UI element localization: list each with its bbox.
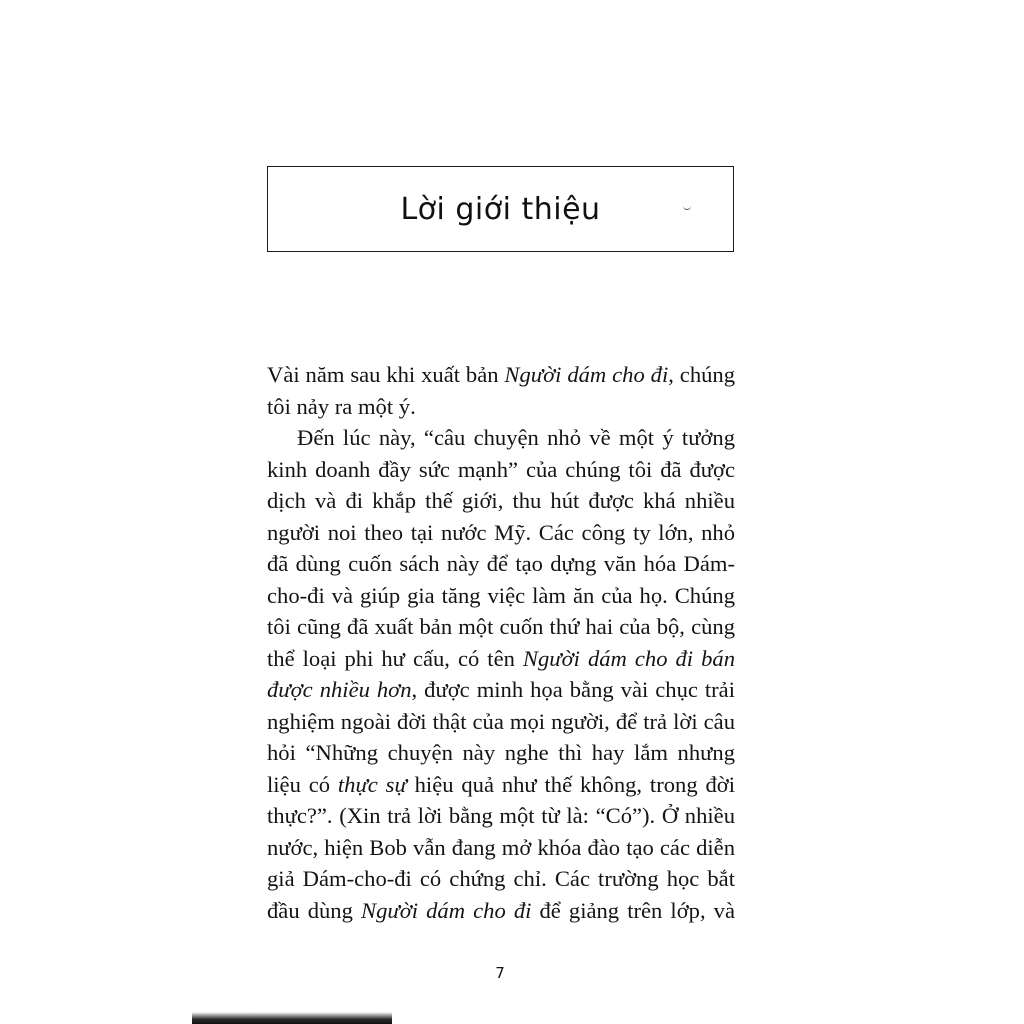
text-line <box>267 674 735 706</box>
page-number: 7 <box>495 964 505 982</box>
text-line: giả Dám-cho-đi có chứng chỉ. Các trường học bắt <box>267 866 735 891</box>
text-span: để giảng trên lớp, và <box>531 897 736 923</box>
text-span: đầu dùng <box>267 897 361 923</box>
text-span: , được minh họa bằng vài chục trải <box>411 677 735 702</box>
text-line: tôi nảy ra một ý. <box>267 393 416 419</box>
text-line: người noi theo tại nước Mỹ. Các công ty lớn, nhỏ <box>267 519 735 545</box>
text-span: hiệu quả như thế không, trong đời <box>406 771 735 797</box>
text-span: , chúng <box>668 362 736 387</box>
text-line: hỏi “Những chuyện này nghe thì hay lắm nhưng <box>267 740 735 765</box>
text-line: cho-đi và giúp gia tăng việc làm ăn của họ. Chúng <box>267 582 735 608</box>
text-line <box>267 643 735 675</box>
book-title-italic: Người dám cho đi <box>361 897 532 923</box>
book-title-italic: được nhiều hơn <box>267 677 412 702</box>
binding-shadow <box>192 1012 392 1024</box>
chapter-title-box <box>267 166 734 252</box>
text-line: nước, hiện Bob vẫn đang mở khóa đào tạo các diễn <box>267 834 735 860</box>
text-line: đã dùng cuốn sách này để tạo dựng văn hóa Dám- <box>267 551 735 576</box>
body-text <box>267 359 735 926</box>
text-line: Đến lúc này, “câu chuyện nhỏ về một ý tưởng <box>297 425 735 450</box>
text-line: thực?”. (Xin trả lời bằng một từ là: “Có”). Ở nhiều <box>267 803 735 828</box>
emphasis-italic: thực sự <box>337 771 407 797</box>
text-line <box>267 769 735 801</box>
text-line: dịch và đi khắp thế giới, thu hút được khá nhiều <box>267 488 735 513</box>
text-line: tôi cũng đã xuất bản một cuốn thứ hai của bộ, cùng <box>267 614 735 639</box>
text-span: liệu có <box>267 771 338 797</box>
book-title-italic: Người dám cho đi bán <box>522 645 735 671</box>
text-span: Vài năm sau khi xuất bản <box>267 362 505 387</box>
chapter-title: Lời giới thiệu <box>400 191 601 227</box>
text-line <box>267 359 735 391</box>
text-line: nghiệm ngoài đời thật của mọi người, để trả lời câu <box>267 708 735 734</box>
book-title-italic: Người dám cho đi <box>504 362 669 387</box>
text-line <box>267 895 735 927</box>
text-span: thể loại phi hư cấu, có tên <box>267 645 523 671</box>
text-line: kinh doanh đầy sức mạnh” của chúng tôi đã được <box>267 456 735 482</box>
